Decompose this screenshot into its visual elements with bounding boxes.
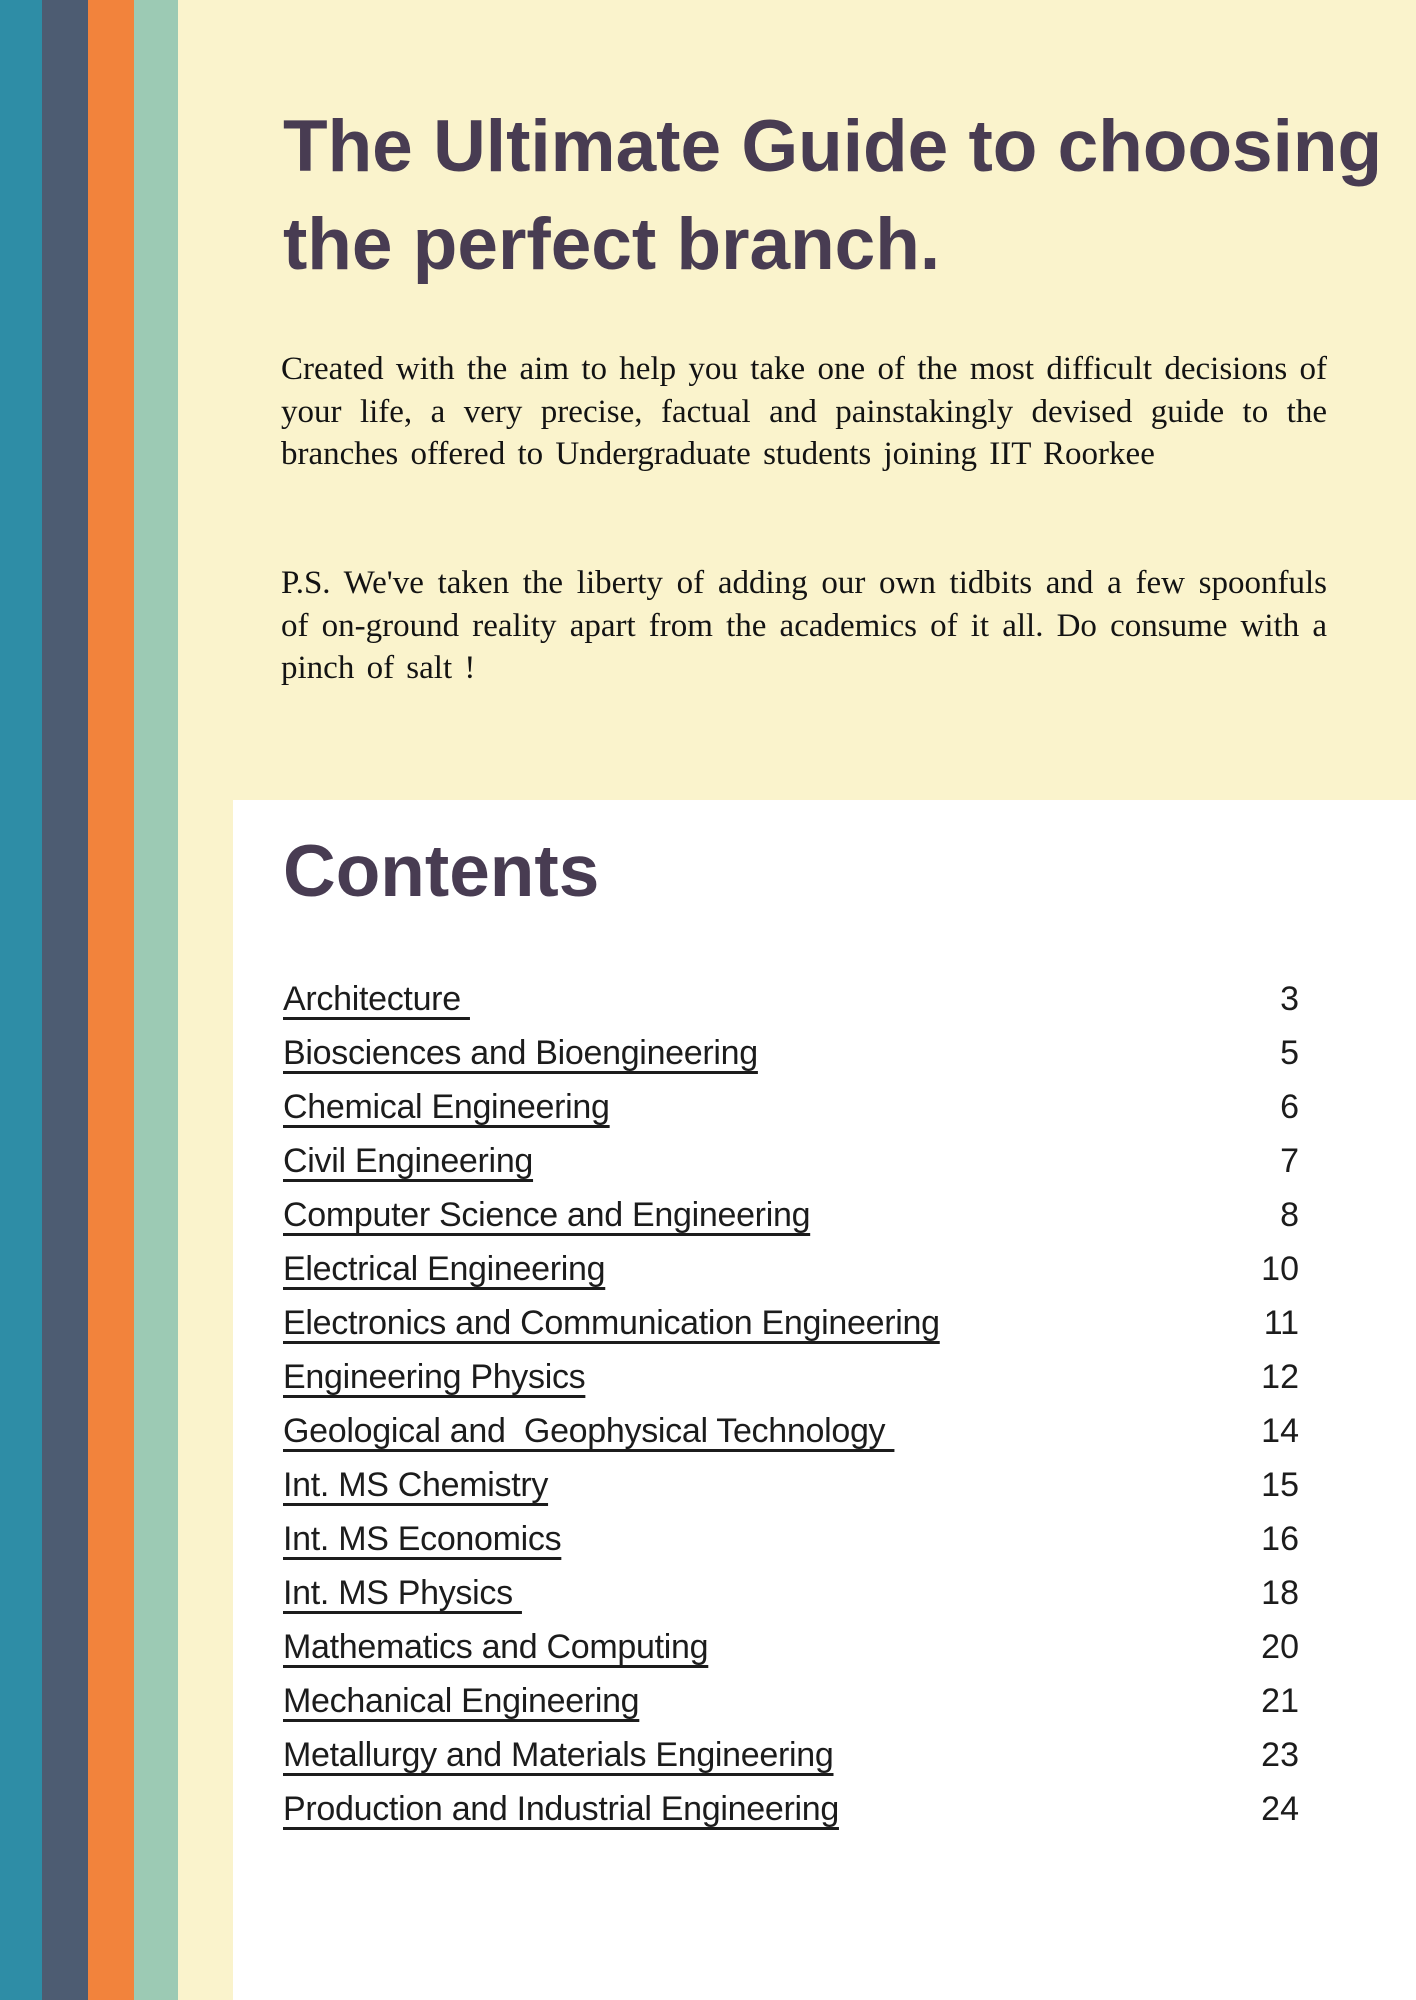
toc-row	[283, 1026, 1299, 1080]
toc-link-civil-engineering[interactable]: Civil Engineering	[283, 1141, 534, 1180]
toc-row	[283, 1188, 1299, 1242]
toc-link-mathematics-and-computing[interactable]: Mathematics and Computing	[283, 1627, 709, 1666]
toc-link-chemical-engineering[interactable]: Chemical Engineering	[283, 1087, 610, 1126]
toc-page-number: 10	[1261, 1249, 1299, 1288]
toc-row	[283, 1350, 1299, 1404]
toc-link-electrical-engineering[interactable]: Electrical Engineering	[283, 1249, 606, 1288]
toc-row	[283, 1728, 1299, 1782]
toc-row	[283, 1674, 1299, 1728]
stripe-orange	[88, 0, 134, 2000]
toc-page-number: 24	[1261, 1789, 1299, 1828]
document-title: The Ultimate Guide to choosing the perfect branch.	[283, 106, 1383, 285]
stripe-slate	[42, 0, 88, 2000]
toc-link-int-ms-economics[interactable]: Int. MS Economics	[283, 1519, 562, 1558]
toc-page-number: 11	[1263, 1303, 1299, 1342]
toc-link-mechanical-engineering[interactable]: Mechanical Engineering	[283, 1681, 640, 1720]
toc-row	[283, 1404, 1299, 1458]
toc-link-architecture[interactable]: Architecture	[283, 979, 470, 1018]
toc-page-number: 16	[1261, 1519, 1299, 1558]
toc-link-electronics-and-communication-engineering[interactable]: Electronics and Communication Engineering	[283, 1303, 940, 1342]
toc-link-int-ms-chemistry[interactable]: Int. MS Chemistry	[283, 1465, 549, 1504]
toc-page-number: 8	[1280, 1195, 1299, 1234]
toc-link-biosciences-and-bioengineering[interactable]: Biosciences and Bioengineering	[283, 1033, 758, 1072]
toc-row	[283, 972, 1299, 1026]
toc-row	[283, 1242, 1299, 1296]
toc-link-engineering-physics[interactable]: Engineering Physics	[283, 1357, 586, 1396]
stripe-sage	[134, 0, 178, 2000]
toc-page-number: 18	[1261, 1573, 1299, 1612]
toc-page-number: 6	[1280, 1087, 1299, 1126]
stripe-teal	[0, 0, 42, 2000]
toc-link-computer-science-and-engineering[interactable]: Computer Science and Engineering	[283, 1195, 811, 1234]
toc-page-number: 3	[1280, 979, 1299, 1018]
toc-row	[283, 1296, 1299, 1350]
toc-page-number: 21	[1261, 1681, 1299, 1720]
postscript-paragraph: P.S. We've taken the liberty of adding our own tidbits and a few spoonfuls of on-ground reality apart from the academics of it all. Do consume with a pinch of salt !	[281, 565, 1327, 686]
toc-page-number: 20	[1261, 1627, 1299, 1666]
toc-link-metallurgy-and-materials-engineering[interactable]: Metallurgy and Materials Engineering	[283, 1735, 834, 1774]
toc-row	[283, 1134, 1299, 1188]
intro-paragraph: Created with the aim to help you take one of the most difficult decisions of your life, a very precise, factual and painstakingly devised guide to the branches offered to Undergraduate students joining IIT Roorkee	[281, 351, 1327, 472]
toc-row	[283, 1620, 1299, 1674]
toc-row	[283, 1458, 1299, 1512]
toc-page-number: 14	[1261, 1411, 1299, 1450]
contents-list	[283, 972, 1299, 1836]
toc-page-number: 7	[1280, 1141, 1299, 1180]
toc-link-geological-and-geophysical-technology[interactable]: Geological and Geophysical Technology	[283, 1411, 895, 1450]
toc-page-number: 12	[1261, 1357, 1299, 1396]
toc-page-number: 15	[1261, 1465, 1299, 1504]
toc-page-number: 23	[1261, 1735, 1299, 1774]
toc-row	[283, 1566, 1299, 1620]
toc-row	[283, 1512, 1299, 1566]
toc-link-production-and-industrial-engineering[interactable]: Production and Industrial Engineering	[283, 1789, 839, 1828]
toc-row	[283, 1782, 1299, 1836]
toc-page-number: 5	[1280, 1033, 1299, 1072]
toc-row	[283, 1080, 1299, 1134]
contents-heading: Contents	[283, 831, 600, 912]
toc-link-int-ms-physics[interactable]: Int. MS Physics	[283, 1573, 522, 1612]
